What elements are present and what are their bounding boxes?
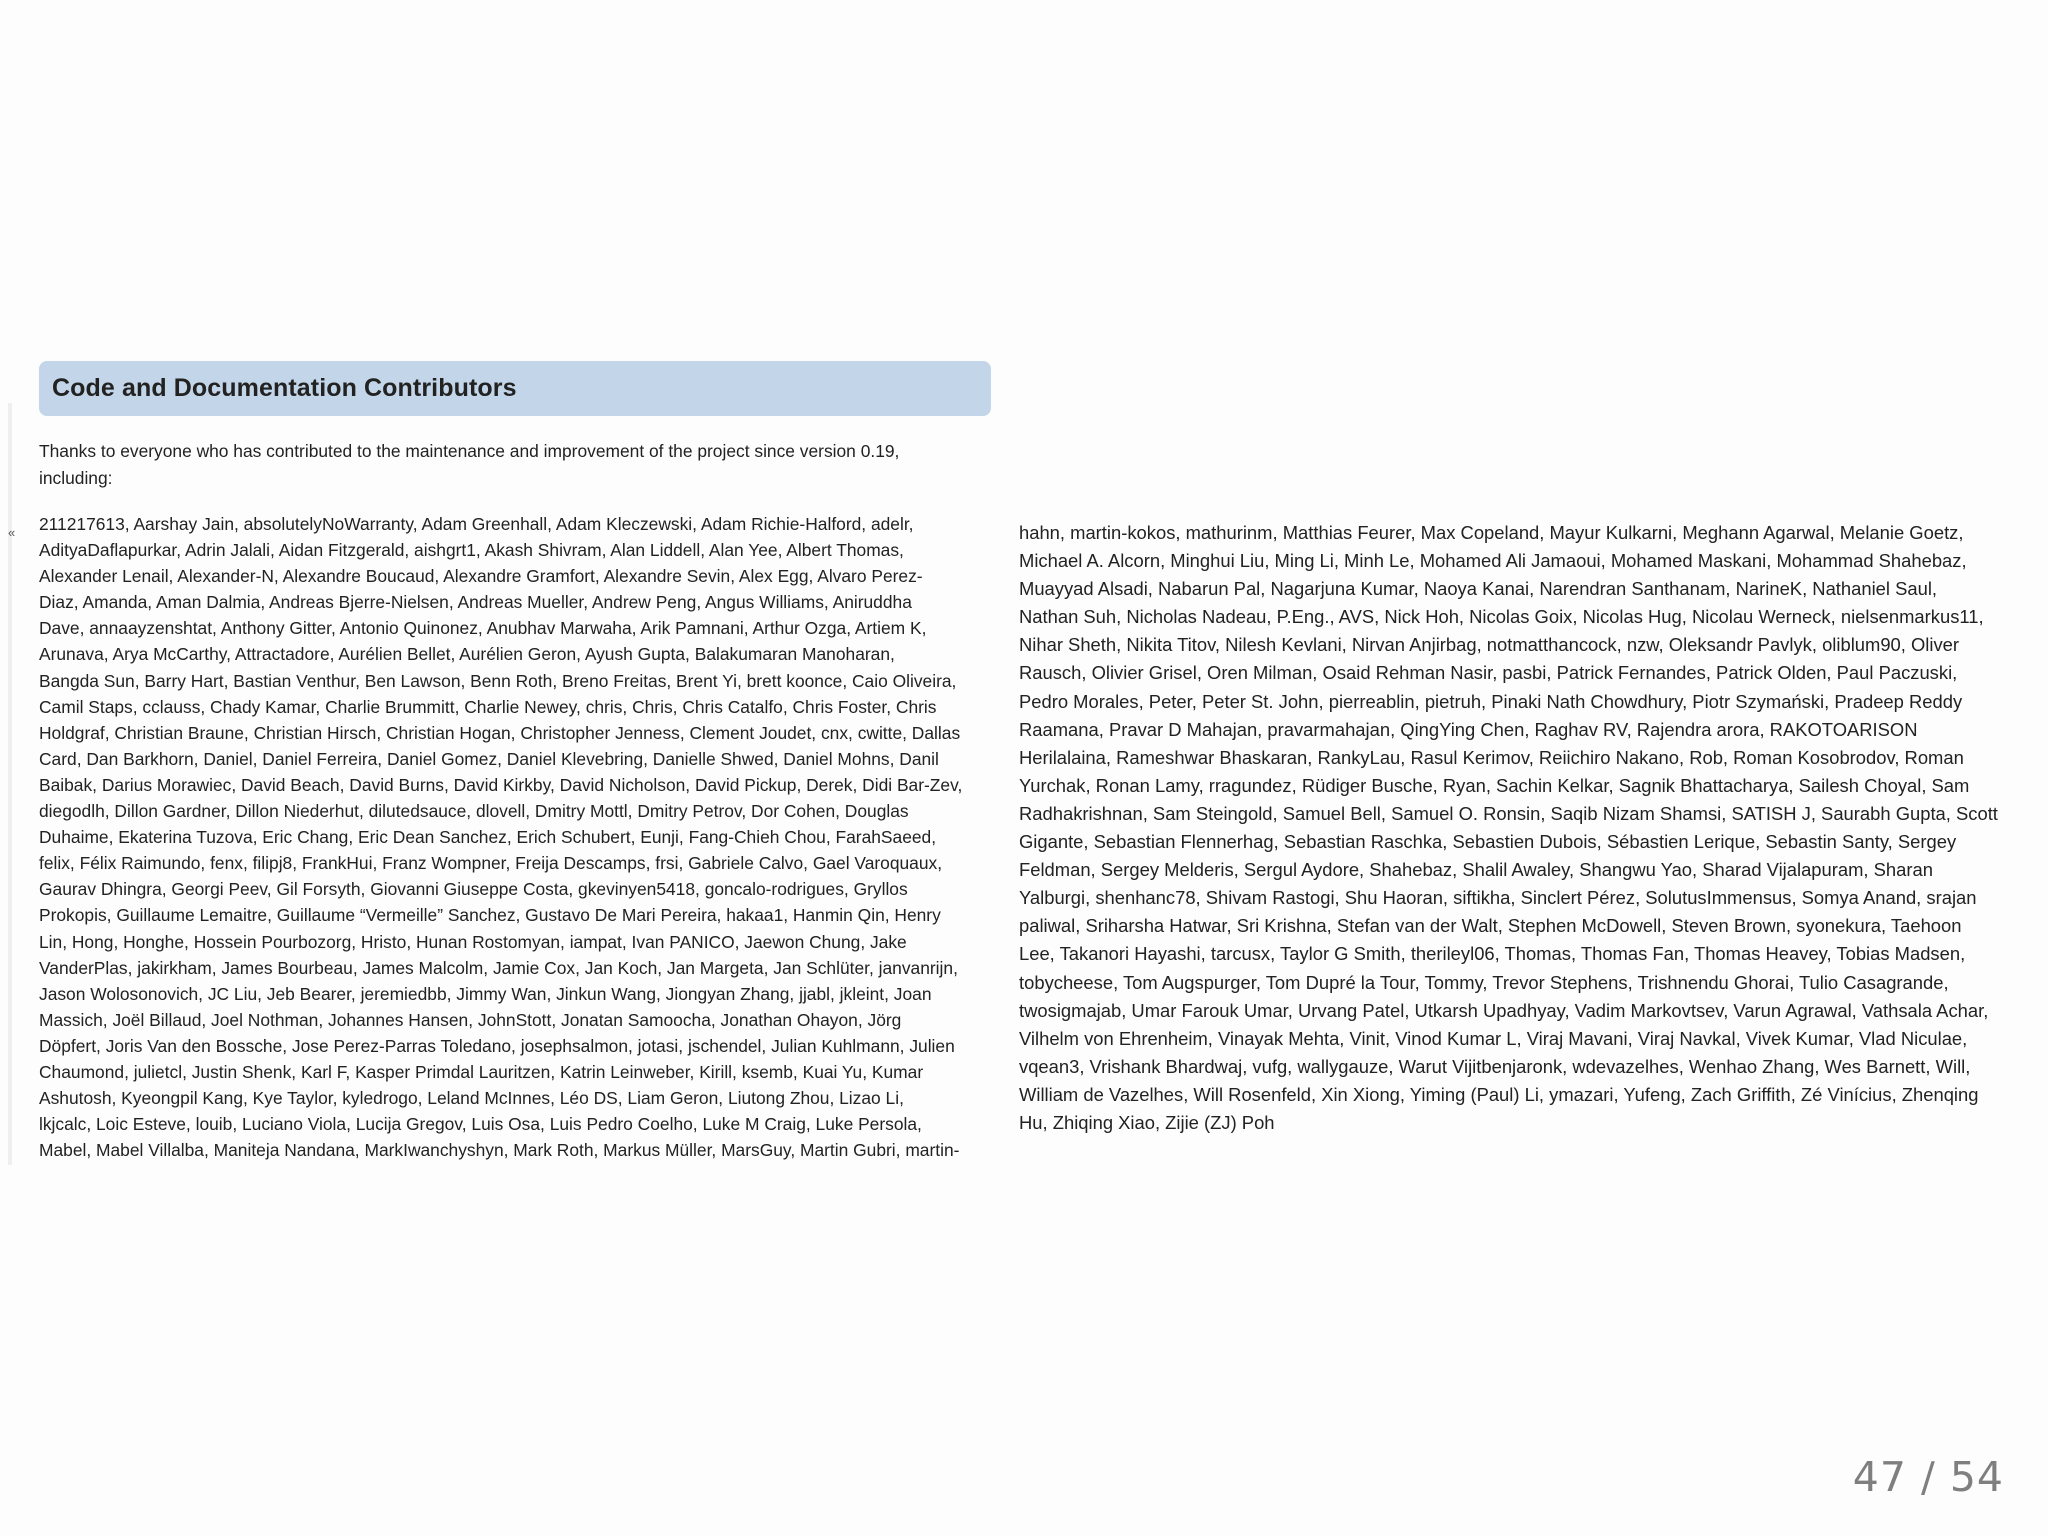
- contributor-line: Raamana, Pravar D Mahajan, pravarmahajan, QingYing Chen, Raghav RV, Rajendra arora, RAKOTOARISON: [1019, 718, 1918, 740]
- section-title: Code and Documentation Contributors: [52, 374, 517, 402]
- contributor-line: Lin, Hong, Honghe, Hossein Pourbozorg, Hristo, Hunan Rostomyan, iampat, Ivan PANICO, Jaewon Chung, Jake: [39, 931, 907, 952]
- contributors-column-right: [1019, 519, 2044, 1137]
- contributor-line: hahn, martin-kokos, mathurinm, Matthias Feurer, Max Copeland, Mayur Kulkarni, Meghann Agarwal, Melanie Goetz,: [1019, 522, 1964, 543]
- contributor-line: Gaurav Dhingra, Georgi Peev, Gil Forsyth, Giovanni Giuseppe Costa, gkevinyen5418, goncalo-rodrigues, Gryllos: [39, 879, 908, 900]
- contributor-line: Massich, Joël Billaud, Joel Nothman, Johannes Hansen, JohnStott, Jonatan Samoocha, Jonathan Ohayon, Jörg: [39, 1009, 902, 1030]
- contributor-line: tobycheese, Tom Augspurger, Tom Dupré la Tour, Tommy, Trevor Stephens, Trishnendu Ghorai, Tulio Casagrande,: [1019, 971, 1949, 993]
- intro-line: including:: [39, 467, 113, 488]
- contributor-line: Rausch, Olivier Grisel, Oren Milman, Osaid Rehman Nasir, pasbi, Patrick Fernandes, Patrick Olden, Paul Paczuski,: [1019, 662, 1958, 684]
- contributor-line: 211217613, Aarshay Jain, absolutelyNoWarranty, Adam Greenhall, Adam Kleczewski, Adam Richie-Halford, adelr,: [39, 514, 914, 534]
- collapse-sidebar-icon[interactable]: «: [8, 525, 16, 540]
- contributor-line: Herilalaina, Rameshwar Bhaskaran, RankyLau, Rasul Kerimov, Reiichiro Nakano, Rob, Roman Kosobrodov, Roman: [1019, 746, 1964, 768]
- contributor-line: Michael A. Alcorn, Minghui Liu, Ming Li, Minh Le, Mohamed Ali Jamaoui, Mohamed Maskani, Mohammad Shahebaz,: [1019, 550, 1967, 572]
- contributor-line: Yalburgi, shenhanc78, Shivam Rastogi, Shu Haoran, siftikha, Sinclert Pérez, SolutusImmensus, Somya Anand, srajan: [1019, 887, 1977, 909]
- contributor-line: AdityaDaflapurkar, Adrin Jalali, Aidan Fitzgerald, aishgrt1, Akash Shivram, Alan Liddell, Alan Yee, Albert Thomas,: [39, 540, 904, 561]
- intro-paragraph: [39, 438, 989, 491]
- contributor-line: Diaz, Amanda, Aman Dalmia, Andreas Bjerre-Nielsen, Andreas Mueller, Andrew Peng, Angus Williams, Aniruddha: [39, 592, 912, 613]
- section-header: [39, 361, 991, 416]
- contributor-line: Lee, Takanori Hayashi, tarcusx, Taylor G Smith, therileyl06, Thomas, Thomas Fan, Thomas Heavey, Tobias Madsen,: [1019, 943, 1966, 965]
- contributor-line: Arunava, Arya McCarthy, Attractadore, Aurélien Bellet, Aurélien Geron, Ayush Gupta, Balakumaran Manoharan,: [39, 644, 895, 665]
- contributor-line: lkjcalc, Loic Esteve, louib, Luciano Viola, Lucija Gregov, Luis Osa, Luis Pedro Coelho, Luke M Craig, Luke Persola,: [39, 1114, 922, 1135]
- contributor-line: Hu, Zhiqing Xiao, Zijie (ZJ) Poh: [1019, 1111, 1275, 1133]
- contributor-line: Nathan Suh, Nicholas Nadeau, P.Eng., AVS, Nick Hoh, Nicolas Goix, Nicolas Hug, Nicolau Werneck, nielsenmarkus11,: [1019, 606, 1984, 628]
- contributor-line: twosigmajab, Umar Farouk Umar, Urvang Patel, Utkarsh Upadhyay, Vadim Markovtsev, Varun Agrawal, Vathsala Achar,: [1019, 999, 1989, 1021]
- contributor-line: Baibak, Darius Morawiec, David Beach, David Burns, David Kirkby, David Nicholson, David Pickup, Derek, Didi Bar-Zev,: [39, 774, 963, 795]
- contributor-line: vqean3, Vrishank Bhardwaj, vufg, wallygauze, Warut Vijitbenjaronk, wdevazelhes, Wenhao Zhang, Wes Barnett, Will,: [1019, 1055, 1971, 1077]
- contributor-line: diegodlh, Dillon Gardner, Dillon Niederhut, dilutedsauce, dlovell, Dmitry Mottl, Dmitry Petrov, Dor Cohen, Douglas: [39, 801, 909, 822]
- contributor-line: Alexander Lenail, Alexander-N, Alexandre Boucaud, Alexandre Gramfort, Alexandre Sevin, Alex Egg, Alvaro Perez-: [39, 566, 923, 587]
- contributor-line: Gigante, Sebastian Flennerhag, Sebastian Raschka, Sebastien Dubois, Sébastien Lerique, Sebastin Santy, Sergey: [1019, 831, 1957, 853]
- contributor-line: Döpfert, Joris Van den Bossche, Jose Perez-Parras Toledano, josephsalmon, jotasi, jschendel, Julian Kuhlmann, Julien: [39, 1035, 955, 1056]
- contributor-line: Card, Dan Barkhorn, Daniel, Daniel Ferreira, Daniel Gomez, Daniel Klevebring, Danielle Shwed, Daniel Mohns, Danil: [39, 748, 939, 769]
- contributor-line: VanderPlas, jakirkham, James Bourbeau, James Malcolm, Jamie Cox, Jan Koch, Jan Margeta, Jan Schlüter, janvanrijn,: [39, 957, 958, 978]
- contributor-line: Muayyad Alsadi, Nabarun Pal, Nagarjuna Kumar, Naoya Kanai, Narendran Santhanam, NarineK, Nathaniel Saul,: [1019, 578, 1938, 600]
- contributor-line: Duhaime, Ekaterina Tuzova, Eric Chang, Eric Dean Sanchez, Erich Schubert, Eunji, Fang-Chieh Chou, FarahSaeed,: [39, 827, 937, 848]
- contributor-line: William de Vazelhes, Will Rosenfeld, Xin Xiong, Yiming (Paul) Li, ymazari, Yufeng, Zach Griffith, Zé Vinícius, Zhenqing: [1019, 1083, 1979, 1105]
- contributor-line: Holdgraf, Christian Braune, Christian Hirsch, Christian Hogan, Christopher Jenness, Clement Joudet, cnx, cwitte, Dallas: [39, 722, 961, 743]
- contributor-line: paliwal, Sriharsha Hatwar, Sri Krishna, Stefan van der Walt, Stephen McDowell, Steven Brown, syonekura, Taehoon: [1019, 915, 1962, 937]
- contributor-line: Chaumond, julietcl, Justin Shenk, Karl F, Kasper Primdal Lauritzen, Katrin Leinweber, Kirill, ksemb, Kuai Yu, Kumar: [39, 1061, 924, 1082]
- contributor-line: Mabel, Mabel Villalba, Maniteja Nandana, MarkIwanchyshyn, Mark Roth, Markus Müller, MarsGuy, Martin Gubri, martin-: [39, 1140, 960, 1161]
- contributor-line: Prokopis, Guillaume Lemaitre, Guillaume “Vermeille” Sanchez, Gustavo De Mari Pereira, hakaa1, Hanmin Qin, Henry: [39, 905, 941, 926]
- page-counter: 47 / 54: [1852, 1453, 2004, 1501]
- contributor-line: Camil Staps, cclauss, Chady Kamar, Charlie Brummitt, Charlie Newey, chris, Chris, Chris Catalfo, Chris Foster, Chris: [39, 696, 937, 717]
- contributor-line: Bangda Sun, Barry Hart, Bastian Venthur, Ben Lawson, Benn Roth, Breno Freitas, Brent Yi, brett koonce, Caio Oliveira,: [39, 670, 957, 691]
- contributor-line: Feldman, Sergey Melderis, Sergul Aydore, Shahebaz, Shalil Awaley, Shangwu Yao, Sharad Vijalapuram, Sharan: [1019, 859, 1933, 881]
- contributor-line: Dave, annaayzenshtat, Anthony Gitter, Antonio Quinonez, Anubhav Marwaha, Arik Pamnani, Arthur Ozga, Artiem K,: [39, 618, 927, 639]
- contributor-line: Nihar Sheth, Nikita Titov, Nilesh Kevlani, Nirvan Anjirbag, notmatthancock, nzw, Oleksandr Pavlyk, oliblum90, Oliver: [1019, 634, 1960, 656]
- contributor-line: Ashutosh, Kyeongpil Kang, Kye Taylor, kyledrogo, Leland McInnes, Léo DS, Liam Geron, Liutong Zhou, Lizao Li,: [39, 1088, 904, 1109]
- contributor-line: Yurchak, Ronan Lamy, rragundez, Rüdiger Busche, Ryan, Sachin Kelkar, Sagnik Bhattacharya, Sailesh Choyal, Sam: [1019, 774, 1970, 796]
- contributors-column-left: [39, 511, 994, 1163]
- intro-line: Thanks to everyone who has contributed to the maintenance and improvement of the project since version 0.19,: [39, 441, 900, 461]
- contributor-line: Vilhelm von Ehrenheim, Vinayak Mehta, Vinit, Vinod Kumar L, Viraj Mavani, Viraj Navkal, Vivek Kumar, Vlad Niculae,: [1019, 1027, 1968, 1049]
- contributor-line: Pedro Morales, Peter, Peter St. John, pierreablin, pietruh, Pinaki Nath Chowdhury, Piotr Szymański, Pradeep Reddy: [1019, 690, 1963, 712]
- sidebar-gutter: [8, 403, 12, 1165]
- contributor-line: Radhakrishnan, Sam Steingold, Samuel Bell, Samuel O. Ronsin, Saqib Nizam Shamsi, SATISH J, Saurabh Gupta, Scott: [1019, 802, 1998, 824]
- contributor-line: felix, Félix Raimundo, fenx, filipj8, FrankHui, Franz Wompner, Freija Descamps, frsi, Gabriele Calvo, Gael Varoquaux,: [39, 853, 943, 874]
- contributor-line: Jason Wolosonovich, JC Liu, Jeb Bearer, jeremiedbb, Jimmy Wan, Jinkun Wang, Jiongyan Zhang, jjabl, jkleint, Joan: [39, 983, 932, 1004]
